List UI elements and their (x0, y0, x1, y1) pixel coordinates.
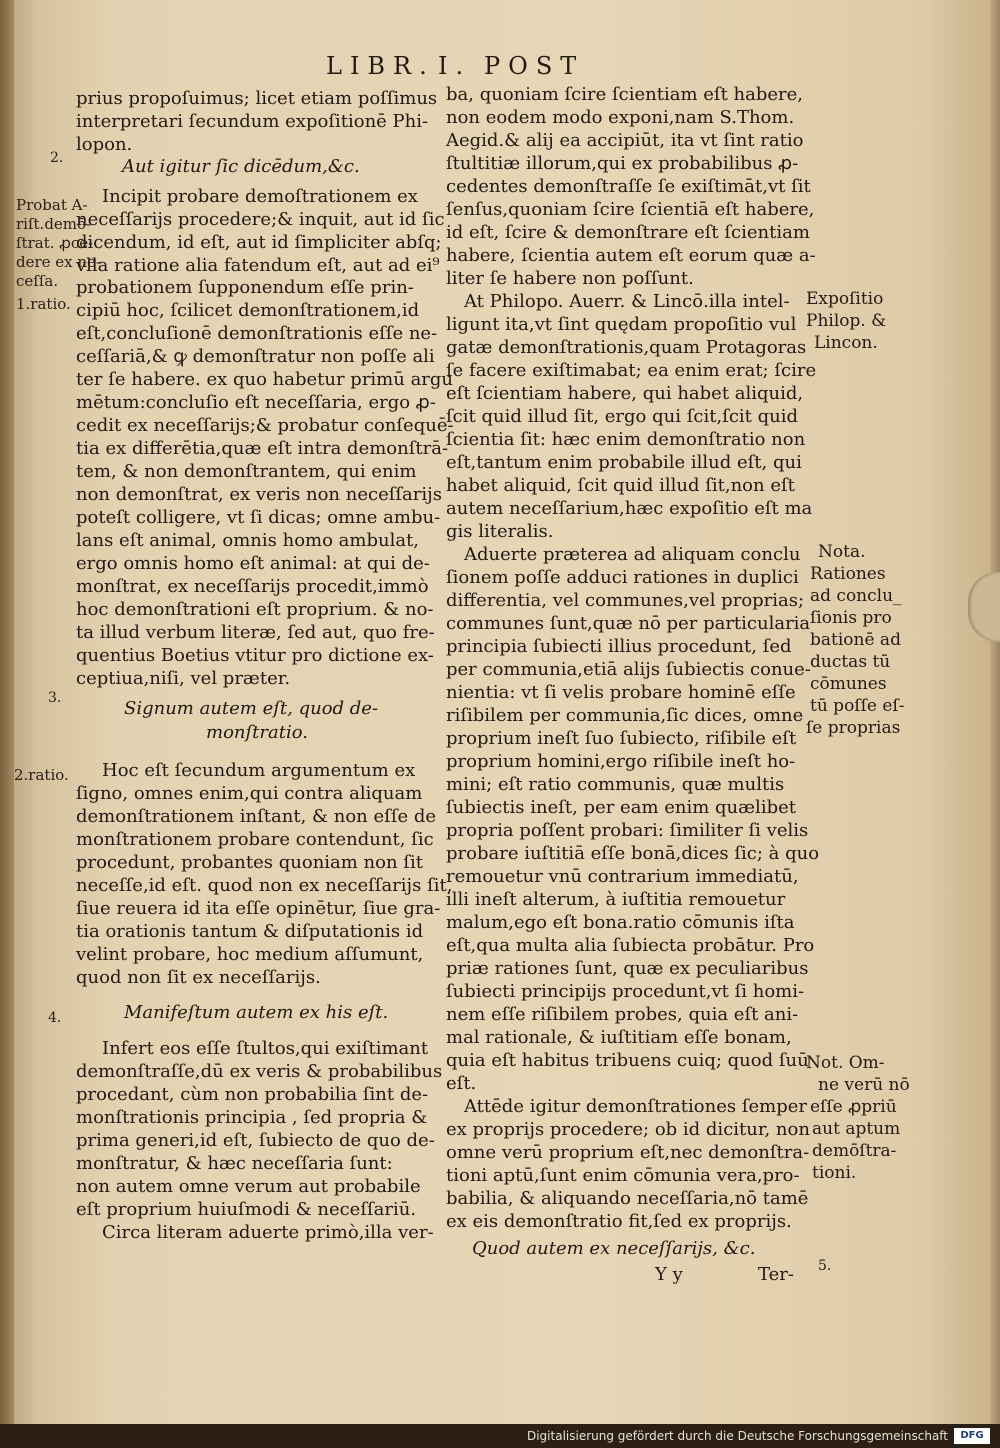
text-line: At Philopo. Auerr. & Lincō.illa intel- (464, 291, 790, 312)
text-line: demonſtrationem inſtant, & non eſſe de (76, 806, 437, 827)
text-line: eſt. (446, 1073, 477, 1094)
text-line: malum,ego eſt bona.ratio cōmunis iſta (446, 912, 795, 933)
text-line: probare iuſtitiā eſſe bonā,dices ſic; à quo (446, 843, 820, 864)
text-line: non eodem modo exponi,nam S.Thom. (446, 107, 795, 128)
text-line: vlla ratione alia fatendum eſt, aut ad ei⁹ (76, 255, 440, 276)
lemma-heading: monſtratio. (206, 722, 308, 743)
text-line: monſtratur, & hæc neceſſaria ſunt: (76, 1153, 393, 1174)
margin-note-line: ſtrat. ꝓce- (16, 234, 94, 252)
text-line: probationem ſupponendum eſſe prin- (76, 277, 414, 298)
margin-note-line: Lincon. (814, 333, 878, 353)
text-line: per communia,etiā alijs ſubiectis conue- (446, 659, 811, 680)
margin-note-line: tioni. (812, 1163, 857, 1183)
text-line: Circa literam aduerte primò,illa ver- (102, 1222, 434, 1243)
text-line: ter ſe habere. ex quo habetur primū argu (76, 369, 454, 390)
text-line: ſiue reuera id ita eſſe opinētur, ſiue gra- (76, 898, 441, 919)
text-line: quentius Boetius vtitur pro dictione ex- (76, 645, 434, 666)
dfg-logo-icon: DFG (954, 1428, 990, 1444)
clasp-shadow (968, 572, 1000, 642)
text-line: ſubiecti principijs procedunt,vt ſi homi- (446, 981, 805, 1002)
text-line: Infert eos eſſe ſtultos,qui exiſtimant (102, 1038, 429, 1059)
catchword: Ter- (758, 1264, 794, 1285)
lemma-heading: Quod autem ex neceſſarijs, &c. (472, 1238, 756, 1259)
text-line: nientia: vt ſi velis probare hominē eſſe (446, 682, 796, 703)
text-line: Hoc eſt ſecundum argumentum ex (102, 760, 416, 781)
text-line: procedunt, probantes quoniam non ſit (76, 852, 423, 873)
text-line: habere, ſcientia autem eſt eorum quæ a- (446, 245, 816, 266)
margin-note-line: Expoſitio (806, 289, 884, 309)
text-line: ta illud verbum literæ, ſed aut, quo fre- (76, 622, 435, 643)
text-line: habet aliquid, ſcit quid illud ſit,non eſt (446, 475, 795, 496)
margin-note-line: riſt.demō- (16, 215, 92, 233)
text-line: monſtrationis principia , ſed propria & (76, 1107, 428, 1128)
text-line: prima generi,id eſt, ſubiecto de quo de- (76, 1130, 435, 1151)
margin-note-line: ceſſa. (16, 272, 59, 290)
text-line: tioni aptū,ſunt enim cōmunia vera,pro- (446, 1165, 800, 1186)
page-edge (990, 0, 1000, 1424)
text-line: ergo omnis homo eſt animal: at qui de- (76, 553, 430, 574)
text-line: lopon. (76, 134, 133, 155)
margin-note-line: ſe proprias (806, 718, 901, 738)
text-line: nem eſſe riſibilem probes, quia eſt ani- (446, 1004, 799, 1025)
text-line: quod non ſit ex neceſſarijs. (76, 967, 321, 988)
text-line: riſibilem per communia,ſic dices, omne (446, 705, 804, 726)
text-line: eſt,concluſionē demonſtrationis eſſe ne- (76, 323, 438, 344)
text-line: prius propoſuimus; licet etiam poſſimus (76, 88, 438, 109)
text-line: ſtultitiæ illorum,qui ex probabilibus ꝓ- (446, 153, 799, 174)
footer-bar (0, 1424, 1000, 1448)
text-line: gis literalis. (446, 521, 554, 542)
text-line: non demonſtrat, ex veris non neceſſarijs (76, 484, 442, 505)
margin-note-line: aut aptum (812, 1119, 901, 1139)
text-line: autem neceſſarium,hæc expoſitio eſt ma (446, 498, 813, 519)
paragraph-number: 5. (818, 1258, 832, 1274)
text-line: cedit ex neceſſarijs;& probatur conſequē- (76, 415, 454, 436)
text-line: illi ineſt alterum, à iuſtitia remouetur (446, 889, 786, 910)
text-line: Attēde igitur demonſtrationes ſemper (464, 1096, 807, 1117)
text-line: poteſt colligere, vt ſi dicas; omne ambu- (76, 507, 441, 528)
text-line: eſt ſcientiam habere, qui habet aliquid, (446, 383, 804, 404)
text-line: ſubiectis ineſt, per eam enim quælibet (446, 797, 796, 818)
text-line: omne verū proprium eſt,nec demonſtra- (446, 1142, 810, 1163)
text-line: ſe facere exiſtimabat; ea enim erat; ſcire (446, 360, 817, 381)
text-line: mal rationale, & iuſtitiam eſſe bonam, (446, 1027, 792, 1048)
text-line: remouetur vnū contrarium immediatū, (446, 866, 799, 887)
text-line: eſt,qua multa alia ſubiecta probātur. Pro (446, 935, 815, 956)
text-line: cedentes demonſtraſſe ſe exiſtimāt,vt ſit (446, 176, 811, 197)
margin-note-line: bationē ad (810, 630, 901, 650)
text-line: tia ex differētia,quæ eſt intra demonſtrā- (76, 438, 449, 459)
text-line: Aduerte præterea ad aliquam conclu (464, 544, 801, 565)
text-line: ſenſus,quoniam ſcire ſcientiā eſt habere, (446, 199, 815, 220)
paragraph-number: 2. (50, 150, 64, 166)
footer-credit: Digitalisierung gefördert durch die Deutsche Forschungsgemeinschaft (526, 1429, 948, 1443)
paragraph-number: 4. (48, 1010, 62, 1026)
text-line: gatæ demonſtrationis,quam Protagoras (446, 337, 807, 358)
text-line: mētum:concluſio eſt neceſſaria, ergo ꝓ- (76, 392, 436, 413)
margin-note-line: Philop. & (806, 311, 887, 331)
header-left: LIBR. (326, 52, 435, 80)
text-line: quia eſt habitus tribuens cuiq; quod ſuū (446, 1050, 809, 1071)
lemma-heading: Manifeſtum autem ex his eſt. (124, 1002, 389, 1023)
margin-note-line: dere ex ne- (16, 253, 102, 271)
margin-note-line: tū poſſe eſ- (810, 696, 905, 716)
text-line: ſcientia ſit: hæc enim demonſtratio non (446, 429, 806, 450)
margin-note-line: ductas tū (810, 652, 891, 672)
text-line: id eſt, ſcire & demonſtrare eſt ſcientiam (446, 222, 810, 243)
text-line: ſcit quid illud ſit, ergo qui ſcit,ſcit quid (446, 406, 799, 427)
text-line: principia ſubiecti illius procedunt, ſed (446, 636, 792, 657)
text-line: ceptiua,niſi, vel præter. (76, 668, 291, 689)
text-line: ligunt ita,vt ſint quędam propoſitio vul (446, 314, 797, 335)
margin-note-line: Not. Om- (806, 1053, 885, 1073)
text-line: velint probare, hoc medium aſſumunt, (76, 944, 424, 965)
margin-note-line: Probat A- (16, 196, 88, 214)
text-line: communes ſunt,quæ nō per particularia (446, 613, 811, 634)
text-line: ſigno, omnes enim,qui contra aliquam (76, 783, 423, 804)
text-line: eſt,tantum enim probabile illud eſt, qui (446, 452, 802, 473)
text-line: tia orationis tantum & diſputationis id (76, 921, 424, 942)
margin-note-line: Nota. (818, 542, 866, 562)
text-line: differentia, vel communes,vel proprias; (446, 590, 805, 611)
text-line: Incipit probare demoſtrationem ex (102, 186, 418, 207)
signature-mark: Y y (655, 1264, 683, 1285)
text-line: tem, & non demonſtrantem, qui enim (76, 461, 417, 482)
margin-note-line: ſionis pro (810, 608, 892, 628)
margin-note-line: 1.ratio. (16, 295, 71, 313)
text-line: neceſſe,id eſt. quod non ex neceſſarijs ſit, (76, 875, 453, 896)
book-binding (0, 0, 14, 1424)
text-line: eſt proprium huiuſmodi & neceſſariū. (76, 1199, 417, 1220)
text-line: neceſſarijs procedere;& inquit, aut id ſic (76, 209, 445, 230)
text-line: interpretari ſecundum expoſitionē Phi- (76, 111, 429, 132)
text-line: lans eſt animal, omnis homo ambulat, (76, 530, 420, 551)
running-header (0, 52, 1000, 82)
text-line: proprium ineſt ſuo ſubiecto, riſibile eſt (446, 728, 797, 749)
text-line: monſtrat, ex neceſſarijs procedit,immò (76, 576, 429, 597)
text-line: priæ rationes ſunt, quæ ex peculiaribus (446, 958, 809, 979)
lemma-heading: Signum autem eſt, quod de- (124, 698, 379, 719)
text-line: proprium homini,ergo riſibile ineſt ho- (446, 751, 796, 772)
text-line: cipiū hoc, ſcilicet demonſtrationem,id (76, 300, 420, 321)
header-mid: I. (438, 52, 472, 80)
text-line: ex eis demonſtratio fit,ſed ex proprijs. (446, 1211, 792, 1232)
text-line: babilia, & aliquando neceſſaria,nō tamē (446, 1188, 809, 1209)
text-line: liter ſe habere non poſſunt. (446, 268, 694, 289)
paragraph-number: 3. (48, 690, 62, 706)
text-line: procedant, cùm non probabilia ſint de- (76, 1084, 429, 1105)
margin-note-line: Rationes (810, 564, 886, 584)
margin-note-line: demōſtra- (812, 1141, 897, 1161)
margin-note-line: ne verū nō (818, 1075, 910, 1095)
text-line: mini; eſt ratio communis, quæ multis (446, 774, 785, 795)
margin-note-line: ad conclu_ (810, 586, 902, 606)
header-right: POST (484, 52, 585, 80)
text-line: monſtrationem probare contendunt, ſic (76, 829, 434, 850)
margin-note-line: 2.ratio. (14, 766, 69, 784)
margin-note-line: cōmunes (810, 674, 887, 694)
text-line: ceſſariā,& ꝙ demonſtratur non poſſe ali (76, 346, 435, 367)
text-line: ex proprijs procedere; ob id dicitur, non (446, 1119, 810, 1140)
text-line: propria poſſent probari: ſimiliter ſi velis (446, 820, 809, 841)
lemma-heading: Aut igitur ſic dicēdum,&c. (122, 156, 360, 177)
text-line: demonſtraſſe,dū ex veris & probabilibus (76, 1061, 443, 1082)
margin-note-line: eſſe ꝓpriū (810, 1097, 897, 1117)
text-line: hoc demonſtrationi eſt proprium. & no- (76, 599, 434, 620)
text-line: dicendum, id eſt, aut id ſimpliciter abſq; (76, 232, 442, 253)
text-line: ba, quoniam ſcire ſcientiam eſt habere, (446, 84, 804, 105)
text-line: ſionem poſſe adduci rationes in duplici (446, 567, 799, 588)
text-line: Aegid.& alij ea accipiūt, ita vt ſint ratio (446, 130, 804, 151)
text-line: non autem omne verum aut probabile (76, 1176, 421, 1197)
